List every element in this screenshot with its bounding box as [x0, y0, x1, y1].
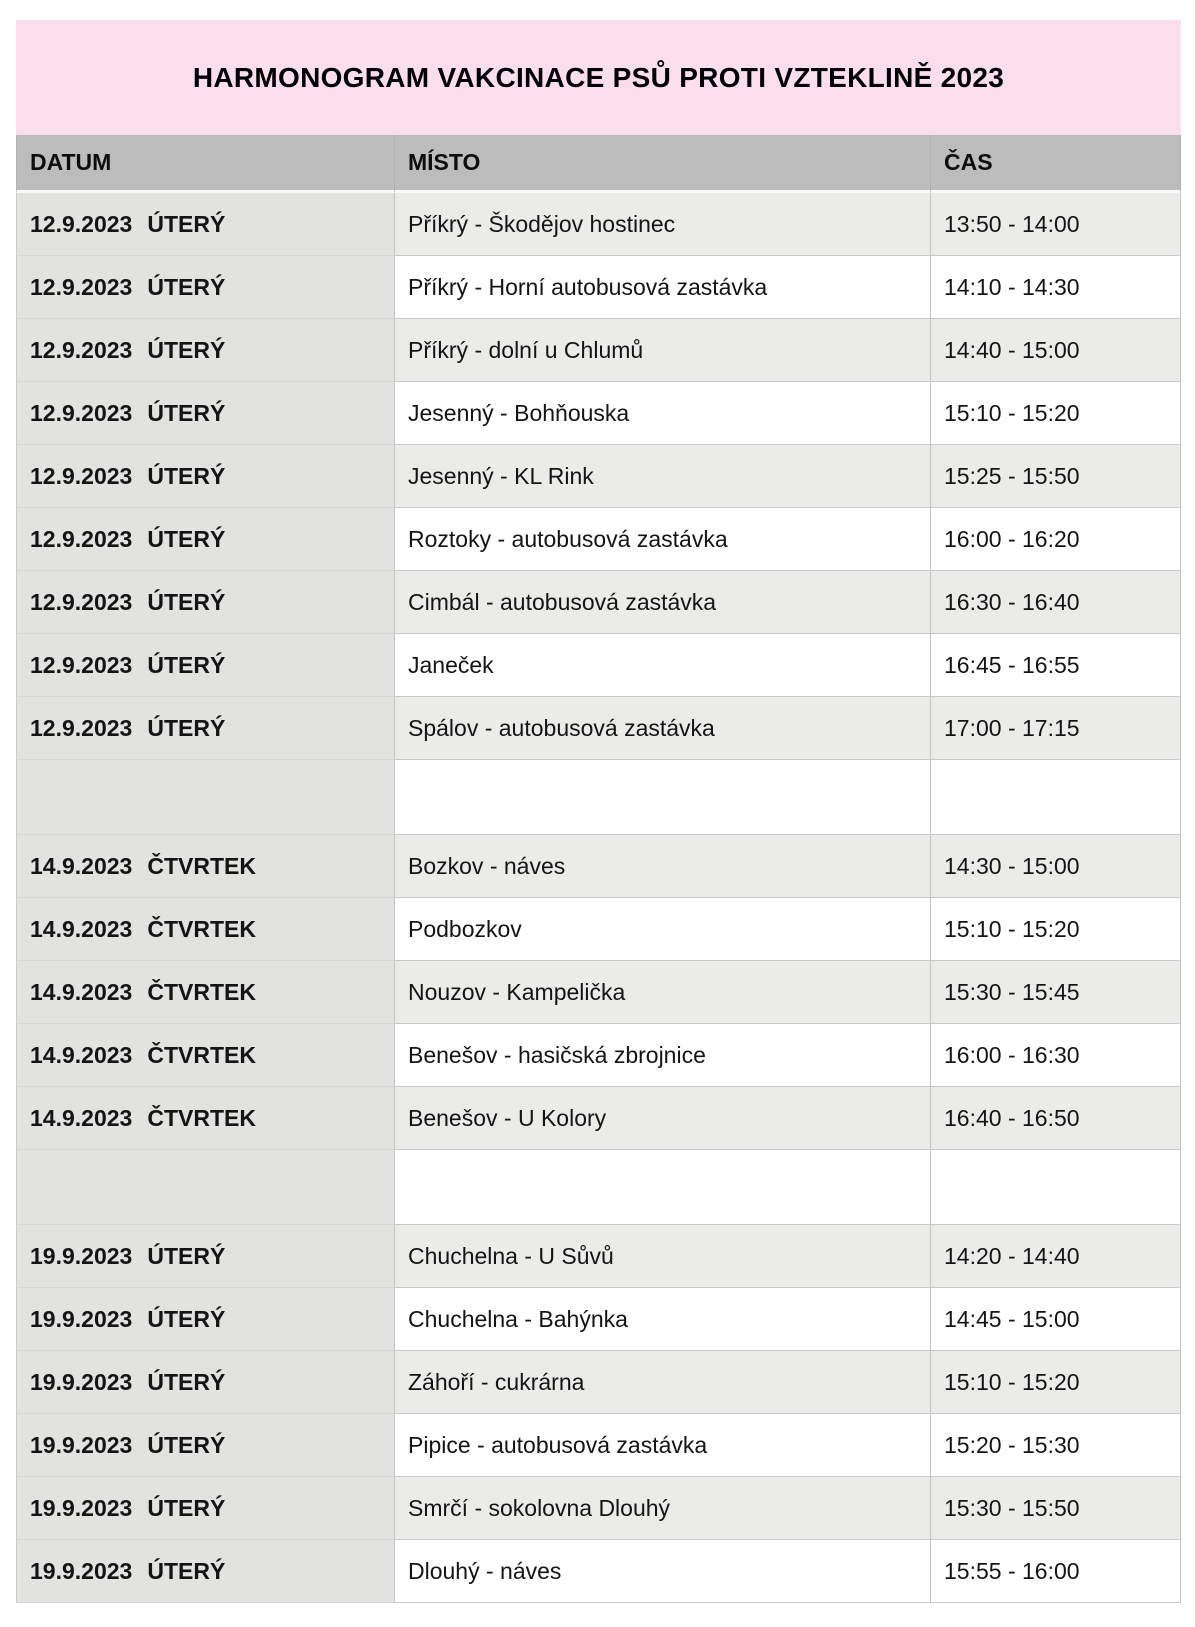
date-cell	[16, 634, 395, 697]
date-value: 12.9.2023	[30, 651, 133, 678]
table-row	[16, 256, 1181, 319]
place-cell: Příkrý - dolní u Chlumů	[395, 319, 931, 382]
table-row	[16, 1087, 1181, 1150]
day-value: ÚTERÝ	[147, 1494, 226, 1521]
time-cell: 14:10 - 14:30	[931, 256, 1181, 319]
day-value: ÚTERÝ	[147, 1557, 226, 1584]
date-cell	[16, 898, 395, 961]
table-row	[16, 961, 1181, 1024]
table-row	[16, 571, 1181, 634]
table-row	[16, 445, 1181, 508]
date-cell	[16, 1477, 395, 1540]
date-value: 12.9.2023	[30, 210, 133, 237]
separator-place-cell	[395, 1150, 931, 1225]
place-cell: Nouzov - Kampelička	[395, 961, 931, 1024]
table-row	[16, 193, 1181, 256]
header-misto: MÍSTO	[395, 135, 931, 193]
date-value: 19.9.2023	[30, 1368, 133, 1395]
time-cell: 15:10 - 15:20	[931, 382, 1181, 445]
date-value: 19.9.2023	[30, 1557, 133, 1584]
date-value: 14.9.2023	[30, 915, 133, 942]
time-cell: 15:20 - 15:30	[931, 1414, 1181, 1477]
date-value: 12.9.2023	[30, 399, 133, 426]
date-cell	[16, 256, 395, 319]
time-cell: 16:00 - 16:20	[931, 508, 1181, 571]
place-cell: Janeček	[395, 634, 931, 697]
table-row	[16, 835, 1181, 898]
date-value: 12.9.2023	[30, 588, 133, 615]
time-cell: 16:40 - 16:50	[931, 1087, 1181, 1150]
date-cell	[16, 1024, 395, 1087]
date-value: 14.9.2023	[30, 1104, 133, 1131]
date-cell	[16, 1288, 395, 1351]
date-cell	[16, 445, 395, 508]
day-value: ÚTERÝ	[147, 1305, 226, 1332]
place-cell: Benešov - U Kolory	[395, 1087, 931, 1150]
place-cell: Chuchelna - Bahýnka	[395, 1288, 931, 1351]
date-value: 14.9.2023	[30, 852, 133, 879]
table-row	[16, 382, 1181, 445]
date-value: 12.9.2023	[30, 525, 133, 552]
separator-date-cell	[16, 760, 395, 835]
date-value: 12.9.2023	[30, 714, 133, 741]
table-row	[16, 697, 1181, 760]
page-title: HARMONOGRAM VAKCINACE PSŮ PROTI VZTEKLINĚ 2023	[192, 61, 1005, 93]
date-cell	[16, 835, 395, 898]
place-cell: Benešov - hasičská zbrojnice	[395, 1024, 931, 1087]
table-row	[16, 898, 1181, 961]
place-cell: Záhoří - cukrárna	[395, 1351, 931, 1414]
day-value: ČTVRTEK	[147, 852, 256, 879]
table-row	[16, 634, 1181, 697]
date-cell	[16, 1540, 395, 1603]
table-row	[16, 1540, 1181, 1603]
table-row	[16, 319, 1181, 382]
day-value: ÚTERÝ	[147, 714, 226, 741]
header-datum: DATUM	[16, 135, 395, 193]
place-cell: Bozkov - náves	[395, 835, 931, 898]
schedule-sheet	[16, 20, 1181, 1603]
date-value: 12.9.2023	[30, 462, 133, 489]
place-cell: Spálov - autobusová zastávka	[395, 697, 931, 760]
date-value: 19.9.2023	[30, 1494, 133, 1521]
table-row	[16, 1477, 1181, 1540]
title-band	[16, 20, 1181, 135]
date-value: 19.9.2023	[30, 1431, 133, 1458]
time-cell: 13:50 - 14:00	[931, 193, 1181, 256]
table-row	[16, 1225, 1181, 1288]
place-cell: Pipice - autobusová zastávka	[395, 1414, 931, 1477]
date-cell	[16, 961, 395, 1024]
place-cell: Dlouhý - náves	[395, 1540, 931, 1603]
day-value: ČTVRTEK	[147, 915, 256, 942]
day-value: ÚTERÝ	[147, 273, 226, 300]
date-value: 12.9.2023	[30, 336, 133, 363]
date-cell	[16, 1414, 395, 1477]
separator-date-cell	[16, 1150, 395, 1225]
date-value: 14.9.2023	[30, 978, 133, 1005]
day-value: ÚTERÝ	[147, 462, 226, 489]
time-cell: 15:30 - 15:50	[931, 1477, 1181, 1540]
time-cell: 15:25 - 15:50	[931, 445, 1181, 508]
table-row	[16, 1351, 1181, 1414]
time-cell: 14:45 - 15:00	[931, 1288, 1181, 1351]
table-row	[16, 1414, 1181, 1477]
place-cell: Cimbál - autobusová zastávka	[395, 571, 931, 634]
date-cell	[16, 571, 395, 634]
time-cell: 16:45 - 16:55	[931, 634, 1181, 697]
table-row	[16, 1024, 1181, 1087]
date-cell	[16, 319, 395, 382]
separator-time-cell	[931, 1150, 1181, 1225]
day-value: ÚTERÝ	[147, 1368, 226, 1395]
table-row	[16, 1288, 1181, 1351]
place-cell: Jesenný - Bohňouska	[395, 382, 931, 445]
time-cell: 14:20 - 14:40	[931, 1225, 1181, 1288]
date-cell	[16, 193, 395, 256]
date-cell	[16, 1087, 395, 1150]
separator-place-cell	[395, 760, 931, 835]
day-value: ÚTERÝ	[147, 588, 226, 615]
date-cell	[16, 382, 395, 445]
day-value: ÚTERÝ	[147, 1242, 226, 1269]
date-value: 19.9.2023	[30, 1305, 133, 1332]
separator-row	[16, 1150, 1181, 1225]
separator-time-cell	[931, 760, 1181, 835]
time-cell: 14:30 - 15:00	[931, 835, 1181, 898]
place-cell: Příkrý - Horní autobusová zastávka	[395, 256, 931, 319]
date-value: 19.9.2023	[30, 1242, 133, 1269]
date-value: 12.9.2023	[30, 273, 133, 300]
date-cell	[16, 508, 395, 571]
place-cell: Jesenný - KL Rink	[395, 445, 931, 508]
date-cell	[16, 697, 395, 760]
time-cell: 15:55 - 16:00	[931, 1540, 1181, 1603]
time-cell: 15:10 - 15:20	[931, 1351, 1181, 1414]
day-value: ÚTERÝ	[147, 525, 226, 552]
date-cell	[16, 1225, 395, 1288]
place-cell: Podbozkov	[395, 898, 931, 961]
schedule-table	[16, 135, 1181, 1603]
day-value: ÚTERÝ	[147, 336, 226, 363]
time-cell: 15:10 - 15:20	[931, 898, 1181, 961]
schedule-body	[16, 193, 1181, 1603]
time-cell: 14:40 - 15:00	[931, 319, 1181, 382]
day-value: ČTVRTEK	[147, 1041, 256, 1068]
separator-row	[16, 760, 1181, 835]
place-cell: Příkrý - Škodějov hostinec	[395, 193, 931, 256]
time-cell: 15:30 - 15:45	[931, 961, 1181, 1024]
date-value: 14.9.2023	[30, 1041, 133, 1068]
time-cell: 16:00 - 16:30	[931, 1024, 1181, 1087]
header-row	[16, 135, 1181, 193]
day-value: ÚTERÝ	[147, 1431, 226, 1458]
day-value: ČTVRTEK	[147, 978, 256, 1005]
day-value: ÚTERÝ	[147, 210, 226, 237]
time-cell: 17:00 - 17:15	[931, 697, 1181, 760]
place-cell: Chuchelna - U Sůvů	[395, 1225, 931, 1288]
date-cell	[16, 1351, 395, 1414]
place-cell: Smrčí - sokolovna Dlouhý	[395, 1477, 931, 1540]
table-row	[16, 508, 1181, 571]
header-cas: ČAS	[931, 135, 1181, 193]
day-value: ÚTERÝ	[147, 651, 226, 678]
place-cell: Roztoky - autobusová zastávka	[395, 508, 931, 571]
time-cell: 16:30 - 16:40	[931, 571, 1181, 634]
day-value: ČTVRTEK	[147, 1104, 256, 1131]
day-value: ÚTERÝ	[147, 399, 226, 426]
